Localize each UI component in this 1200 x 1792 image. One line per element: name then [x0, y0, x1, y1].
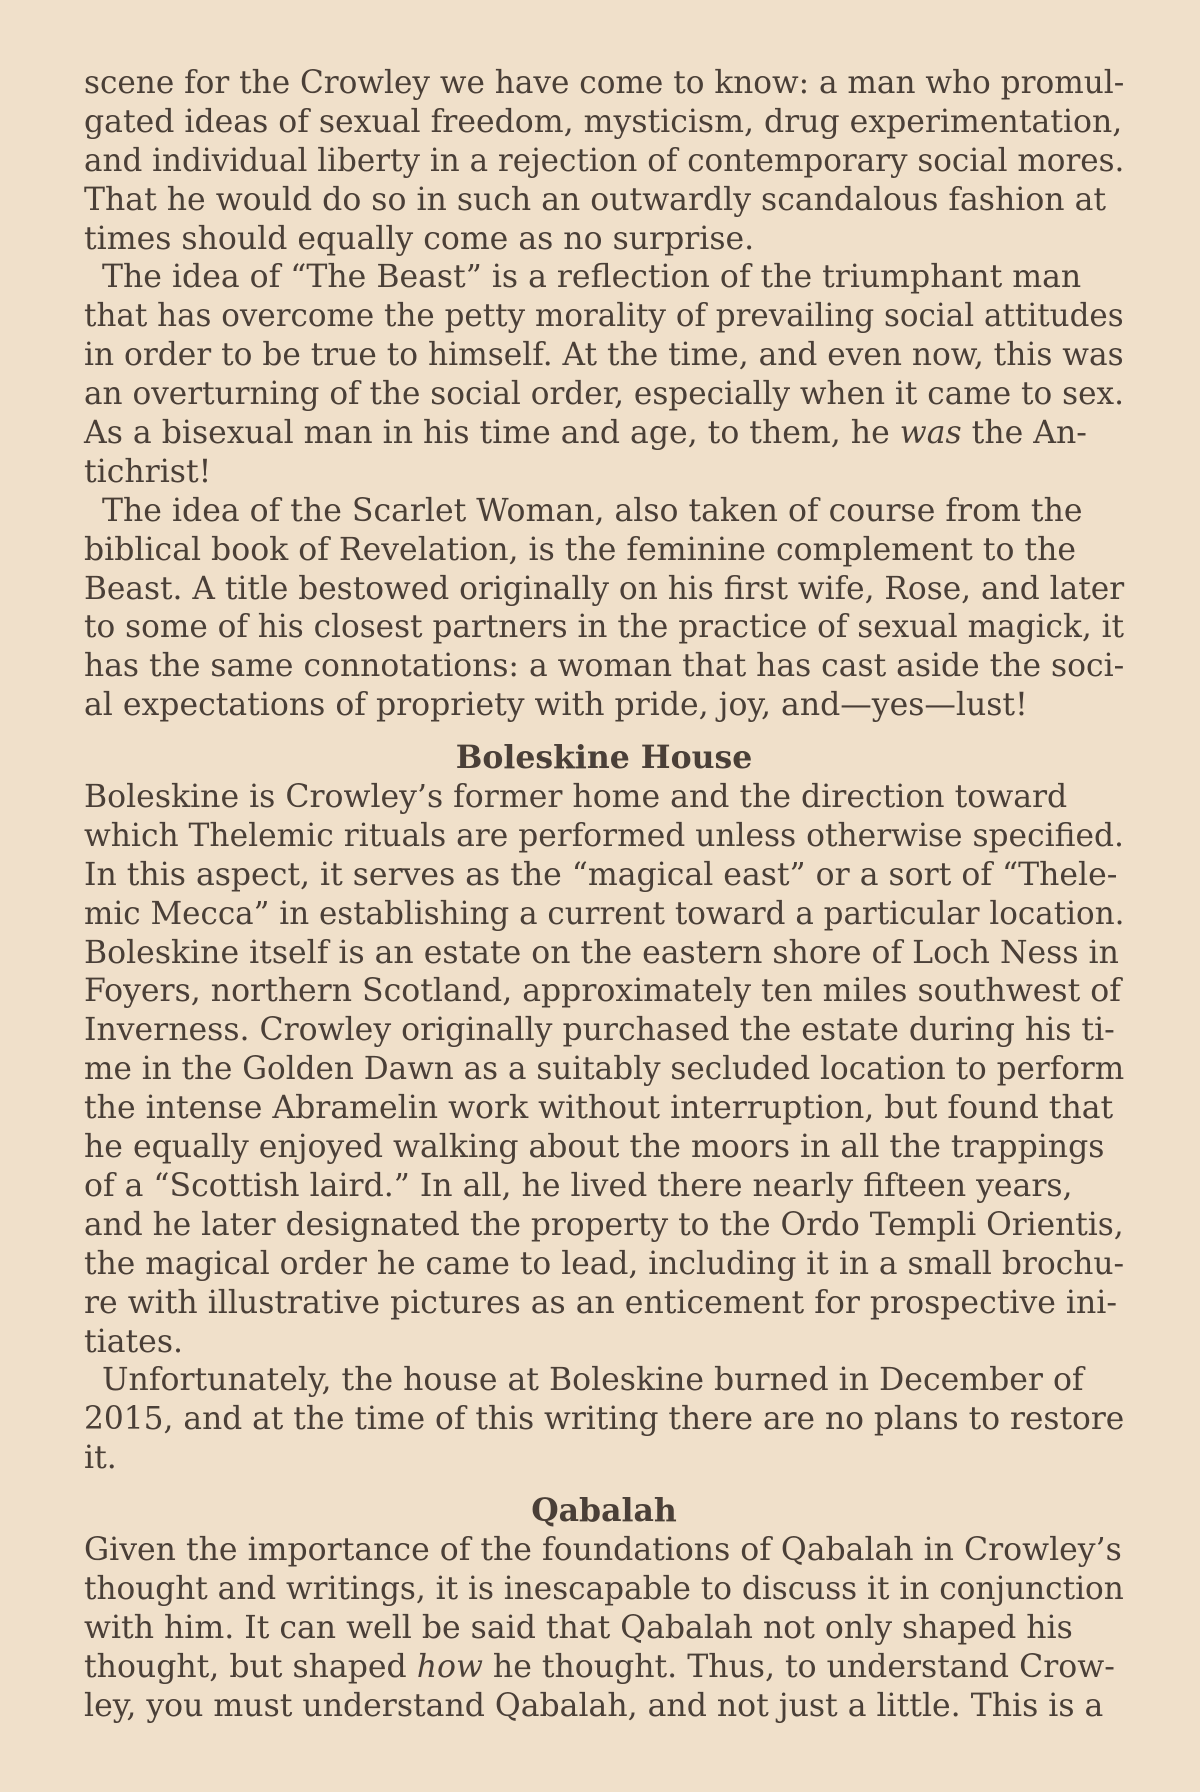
text-line: Unfortunately, the house at Boleskine burned in December of — [102, 1362, 1084, 1399]
text-line: Boleskine itself is an estate on the eastern shore of Loch Ness in — [84, 934, 1119, 971]
text-line: Given the importance of the foundations of Qabalah in Crowley’s — [84, 1531, 1122, 1568]
section-heading-boleskine: Boleskine House — [455, 739, 753, 777]
text-line: The idea of “The Beast” is a reflection of the triumphant man — [102, 259, 1082, 296]
paragraph — [84, 64, 1124, 258]
text-line: scene for the Crowley we have come to know: a man who promul- — [84, 65, 1125, 101]
text-line: and individual liberty in a rejection of contemporary social mores. — [84, 142, 1125, 179]
text-line — [84, 414, 1124, 453]
text-line: me in the Golden Dawn as a suitably secluded location to perform — [84, 1051, 1125, 1088]
text-line: of a “Scottish laird.” In all, he lived there nearly fifteen years, — [84, 1167, 1073, 1204]
text-line: to some of his closest partners in the practice of sexual magick, it — [84, 609, 1125, 646]
text-line: Inverness. Crowley originally purchased the estate during his ti- — [84, 1012, 1115, 1049]
paragraph — [84, 1361, 1124, 1478]
paragraph — [84, 1531, 1124, 1725]
text-line: thought and writings, it is inescapable to discuss it in conjunction — [84, 1570, 1124, 1607]
paragraph — [84, 778, 1124, 1361]
text-line: gated ideas of sexual freedom, mysticism, drug experimentation, — [84, 103, 1123, 140]
text-line: and he later designated the property to the Ordo Templi Orientis, — [84, 1206, 1124, 1243]
text-run: As a bisexual man in his time and age, to them, he — [84, 415, 900, 452]
text-line — [84, 1648, 1124, 1687]
text-line: in order to be true to himself. At the time, and even now, this was — [84, 337, 1124, 374]
text-line: tichrist! — [84, 453, 212, 490]
text-line: al expectations of propriety with pride, joy, and—yes—lust! — [84, 687, 1028, 724]
text-line: that has overcome the petty morality of prevailing social attitudes — [84, 298, 1124, 335]
text-line: it. — [84, 1440, 117, 1477]
text-line: has the same connotations: a woman that has cast aside the soci- — [84, 648, 1125, 685]
paragraph — [84, 258, 1124, 491]
text-line: biblical book of Revelation, is the feminine complement to the — [84, 531, 1077, 568]
text-line: The idea of the Scarlet Woman, also taken of course from the — [102, 492, 1083, 529]
text-line: tiates. — [84, 1323, 183, 1360]
text-line: an overturning of the social order, especially when it came to sex. — [84, 376, 1125, 413]
section-heading-qabalah: Qabalah — [531, 1492, 677, 1530]
text-line: which Thelemic rituals are performed unless otherwise specified. — [84, 817, 1124, 854]
text-line: the magical order he came to lead, including it in a small brochu- — [84, 1245, 1125, 1282]
text-run: he thought. Thus, to understand Crow- — [482, 1648, 1115, 1685]
text-line: 2015, and at the time of this writing there are no plans to restore — [84, 1401, 1125, 1438]
text-line: times should equally come as no surprise. — [84, 220, 755, 257]
text-line: he equally enjoyed walking about the moors in all the trappings — [84, 1129, 1105, 1166]
text-line: That he would do so in such an outwardly scandalous fashion at — [84, 181, 1107, 218]
text-line: with him. It can well be said that Qabalah not only shaped his — [84, 1609, 1073, 1646]
text-line: the intense Abramelin work without interruption, but found that — [84, 1090, 1114, 1127]
text-run: thought, but shaped — [84, 1648, 417, 1685]
paragraph — [84, 492, 1124, 725]
text-line: In this aspect, it serves as the “magical east” or a sort of “Thele- — [84, 856, 1118, 893]
emphasis-text: was — [899, 415, 962, 452]
text-line: Boleskine is Crowley’s former home and the direction toward — [84, 779, 1068, 816]
text-line: Foyers, northern Scotland, approximately ten miles southwest of — [84, 973, 1121, 1010]
text-line: re with illustrative pictures as an enticement for prospective ini- — [84, 1284, 1117, 1321]
text-run: the An- — [961, 415, 1087, 452]
book-page-text — [84, 64, 1124, 1725]
emphasis-text: how — [416, 1648, 483, 1685]
text-line: ley, you must understand Qabalah, and not just a little. This is a — [84, 1687, 1104, 1724]
text-line: Beast. A title bestowed originally on his first wife, Rose, and later — [84, 570, 1125, 607]
text-line: mic Mecca” in establishing a current toward a particular location. — [84, 895, 1125, 932]
